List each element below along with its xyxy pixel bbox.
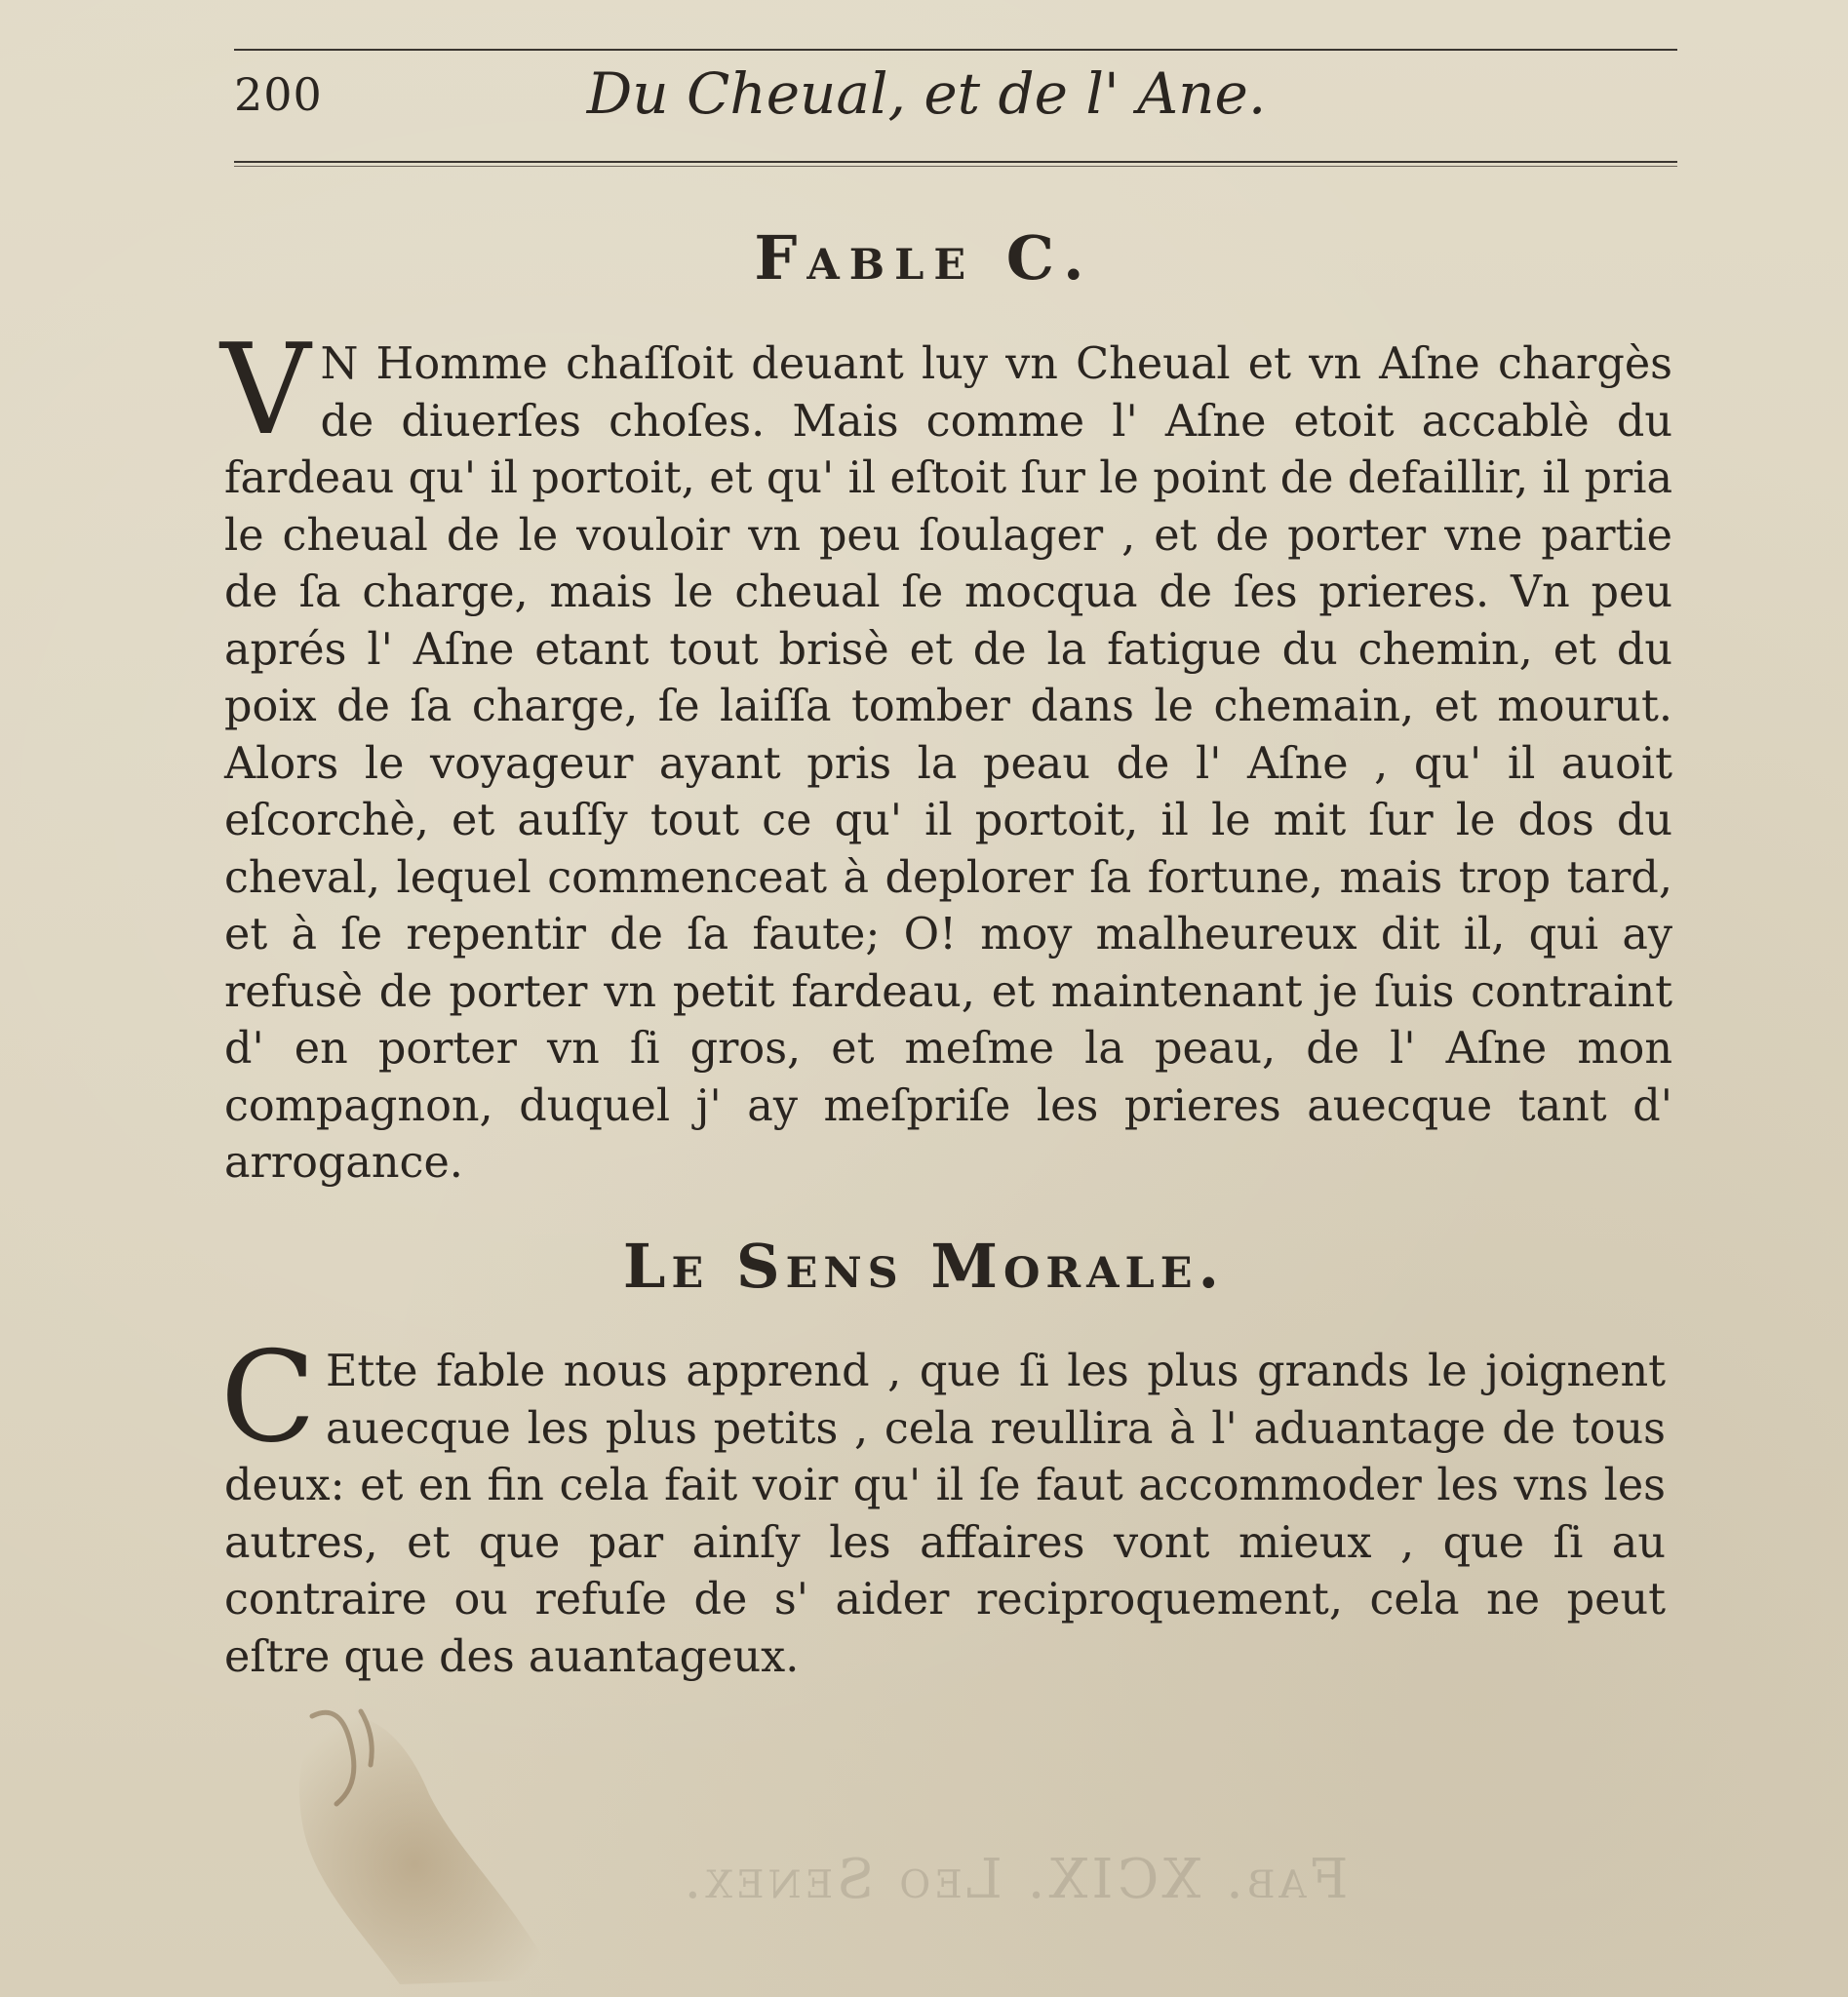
fable-title: Fable C. <box>754 222 1094 294</box>
header-rule-bottom <box>234 161 1677 163</box>
moral-drop-cap: C <box>220 1325 316 1470</box>
moral-text-block <box>220 1325 1666 1686</box>
running-title: Du Cheual, et de l' Ane. <box>586 60 1267 127</box>
moral-body: Ette fable nous apprend , que ſi les plus grands le joignent auecque les plus petits , cela reullira à l' aduantage de tous deux: et en fin cela fait voir qu' il ſe faut accommoder les vns les autres, et que par ainſy les affaires vont mieux , que ſi au contraire ou refuſe de s' aider reciproquement, cela ne peut eſtre que des auantageux. <box>224 1347 1666 1682</box>
page-number: 200 <box>234 68 323 121</box>
show-through-text: Fab. XCIX. Leo Senex. <box>680 1848 1349 1911</box>
fable-text-block <box>220 318 1672 1193</box>
header-rule-top <box>234 49 1677 51</box>
ink-stain <box>283 1687 595 1989</box>
fable-body: N Homme chaſſoit deuant luy vn Cheual et vn Aſne chargès de diuerſes choſes. Mais comme l' Aſne etoit accablè du fardeau qu' il portoit, et qu' il eſtoit ſur le point de defaillir, il pria le cheual de le vouloir vn peu ſoulager , et de porter vne partie de ſa charge, mais le cheual ſe mocqua de ſes prieres. Vn peu aprés l' Aſne etant tout brisè et de la fatigue du chemin, et du poix de ſa charge, ſe laiſſa tomber dans le chemain, et mourut. Alors le voyageur ayant pris la peau de l' Aſne , qu' il auoit eſcorchè, et auſſy tout ce qu' il portoit, il le mit ſur le dos du cheval, lequel commenceat à deplorer ſa fortune, mais trop tard, et à ſe repentir de ſa faute; O! moy malheureux dit il, qui ay refusè de porter vn petit fardeau, et maintenant je ſuis contraint d' en porter vn ſi gros, et meſme la peau, de l' Aſne mon compagnon, duquel j' ay meſpriſe les prieres auecque tant d' arrogance. <box>224 339 1672 1188</box>
fable-drop-cap: V <box>220 318 311 463</box>
moral-title: Le Sens Morale. <box>622 1231 1226 1302</box>
